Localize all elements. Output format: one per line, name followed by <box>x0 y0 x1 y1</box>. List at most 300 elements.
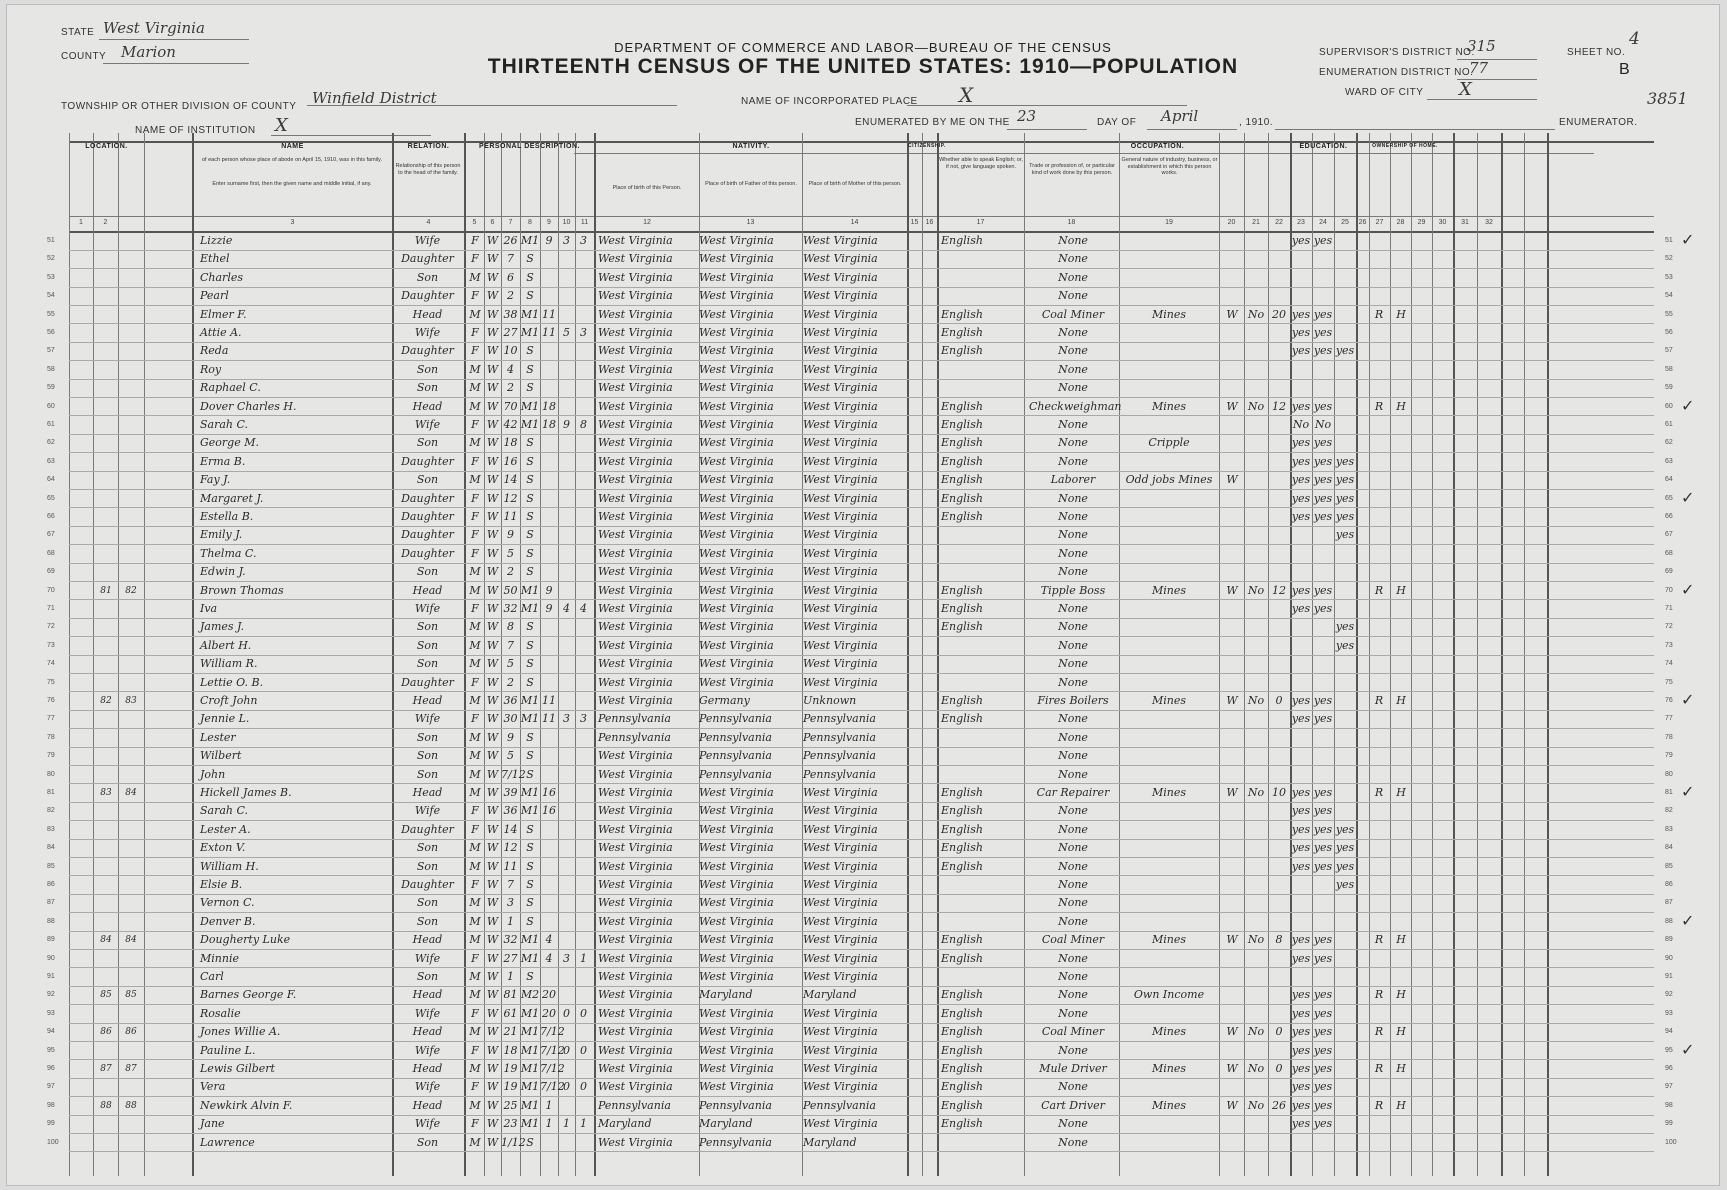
trade-cell: None <box>1058 859 1088 873</box>
age-cell: 2 <box>507 381 514 395</box>
out-of-work-cell: No <box>1247 583 1265 597</box>
sex-cell: F <box>471 804 479 818</box>
birthplace-mother-cell: Unknown <box>803 694 857 707</box>
state-value: West Virginia <box>103 19 205 37</box>
years-married-cell: 11 <box>542 712 556 726</box>
age-cell: 2 <box>507 289 514 303</box>
census-sheet <box>6 4 1720 1186</box>
person-name-cell: Thelma C. <box>200 546 257 560</box>
language-cell: English <box>941 491 983 505</box>
children-born-cell <box>558 434 575 452</box>
years-married-cell: 7/12 <box>540 1025 565 1039</box>
family-number-cell <box>119 729 143 747</box>
relation-cell: Wife <box>414 1006 441 1020</box>
employer-status-cell: W <box>1226 583 1238 597</box>
farm-or-house-cell <box>1391 526 1411 544</box>
can-read-cell <box>1291 526 1311 544</box>
race-cell: W <box>486 675 499 689</box>
attended-school-cell <box>1335 600 1355 618</box>
employer-status-cell <box>1221 986 1243 1004</box>
marital-status-cell: M1 <box>520 583 540 597</box>
owned-or-rented-cell <box>1369 802 1389 820</box>
marital-status-cell: M1 <box>520 951 540 965</box>
birthplace-father-cell: West Virginia <box>699 583 774 597</box>
children-living-cell <box>575 1060 592 1078</box>
employer-status-cell <box>1221 710 1243 728</box>
age-cell: 70 <box>503 399 518 413</box>
dwelling-number-cell <box>94 361 118 379</box>
owned-or-rented-cell <box>1369 766 1389 784</box>
children-born-cell: 5 <box>563 326 570 339</box>
years-married-cell: 7/12 <box>540 1080 565 1094</box>
can-read-cell <box>1291 894 1311 912</box>
line-number: 82 <box>47 807 55 815</box>
farm-or-house-cell <box>1391 1005 1411 1023</box>
employer-status-cell <box>1221 839 1243 857</box>
owned-or-rented-cell <box>1369 747 1389 765</box>
attended-school-cell: yes <box>1335 454 1355 468</box>
trade-cell: Car Repairer <box>1036 786 1110 799</box>
years-married-cell <box>540 618 558 636</box>
birthplace-person-cell: West Virginia <box>598 326 673 339</box>
sex-cell: M <box>469 638 481 652</box>
farm-or-house-cell <box>1391 250 1411 268</box>
trade-cell: None <box>1058 1135 1088 1149</box>
can-read-cell <box>1291 729 1311 747</box>
attended-school-cell <box>1335 766 1355 784</box>
person-name-cell: Estella B. <box>200 510 254 523</box>
can-write-cell: yes <box>1313 1025 1333 1039</box>
children-born-cell <box>558 858 575 876</box>
birthplace-person-cell: Pennsylvania <box>598 712 671 726</box>
trade-cell: None <box>1058 234 1088 247</box>
line-number-right: 60 <box>1665 402 1673 410</box>
age-cell: 16 <box>503 454 518 468</box>
birthplace-father-cell: Pennsylvania <box>699 1135 772 1149</box>
years-married-cell <box>540 766 558 784</box>
language-cell <box>941 674 1015 692</box>
children-born-cell <box>558 637 575 655</box>
line-number: 61 <box>47 421 55 428</box>
owned-or-rented-cell <box>1369 324 1389 342</box>
census-row <box>47 618 1673 636</box>
census-row <box>47 1134 1677 1152</box>
can-write-cell: yes <box>1313 822 1333 836</box>
birthplace-mother-cell: West Virginia <box>803 326 878 339</box>
language-cell <box>941 379 1015 397</box>
person-name-cell: Exton V. <box>200 841 246 855</box>
marital-status-cell: S <box>526 528 534 542</box>
margin-check-icon: ✓ <box>1681 912 1695 930</box>
relation-cell: Son <box>416 620 439 634</box>
birthplace-person-cell: West Virginia <box>598 473 673 487</box>
birthplace-person-cell: West Virginia <box>598 970 673 983</box>
margin-check-icon: ✓ <box>1681 232 1695 249</box>
line-number: 66 <box>47 513 55 520</box>
owned-or-rented-cell <box>1369 729 1389 747</box>
line-number-right: 65 <box>1665 494 1673 502</box>
can-write-cell <box>1313 766 1333 784</box>
farm-or-house-cell <box>1391 490 1411 508</box>
relation-cell: Son <box>416 473 439 487</box>
can-read-cell: yes <box>1291 712 1311 726</box>
relation-cell: Daughter <box>401 289 454 303</box>
owned-or-rented-cell <box>1369 600 1389 618</box>
attended-school-cell <box>1335 1042 1355 1060</box>
employer-status-cell: W <box>1226 399 1238 413</box>
children-living-cell <box>575 1023 592 1041</box>
employer-status-cell <box>1221 674 1243 692</box>
line-number: 92 <box>47 991 55 999</box>
birthplace-father-cell: Germany <box>699 694 750 707</box>
out-of-work-cell <box>1245 802 1267 820</box>
birthplace-person-cell: West Virginia <box>598 270 673 284</box>
marital-status-cell: S <box>526 822 534 836</box>
owned-or-rented-cell <box>1369 526 1389 544</box>
children-born-cell <box>558 802 575 820</box>
farm-or-house-cell <box>1391 508 1411 526</box>
farm-or-house-cell <box>1391 342 1411 360</box>
line-number: 52 <box>47 255 55 263</box>
years-married-cell: 7/12 <box>540 1062 565 1075</box>
race-cell: W <box>486 344 499 358</box>
birthplace-person-cell: West Virginia <box>598 1062 673 1075</box>
years-married-cell: 16 <box>542 786 556 799</box>
trade-cell: None <box>1058 381 1088 395</box>
weeks-out-of-work-cell <box>1269 600 1289 618</box>
can-write-cell <box>1313 674 1333 692</box>
industry-cell <box>1119 637 1219 655</box>
census-title: THIRTEENTH CENSUS OF THE UNITED STATES: 1910—POPULATION <box>487 55 1239 78</box>
birth-father-heading: Place of birth of Father of this person. <box>705 181 797 187</box>
person-name-cell: Newkirk Alvin F. <box>200 1098 293 1112</box>
line-number-right: 73 <box>1665 641 1673 649</box>
birthplace-mother-cell: West Virginia <box>803 528 878 542</box>
age-cell: 1 <box>507 914 514 928</box>
age-cell: 21 <box>503 1025 518 1039</box>
weeks-out-of-work-cell <box>1269 324 1289 342</box>
weeks-out-of-work-cell <box>1269 1134 1289 1152</box>
census-row <box>47 398 1673 416</box>
age-cell: 26 <box>503 234 518 247</box>
birthplace-mother-cell: West Virginia <box>803 951 878 965</box>
sex-cell: F <box>471 418 479 431</box>
birthplace-father-cell: West Virginia <box>699 1006 774 1020</box>
children-living-cell <box>575 490 592 508</box>
sheet-letter: B <box>1619 61 1630 78</box>
can-read-cell: yes <box>1291 1062 1311 1075</box>
birthplace-father-cell: Maryland <box>699 1117 753 1131</box>
race-cell: W <box>486 270 499 284</box>
can-read-cell: yes <box>1291 602 1311 615</box>
census-row <box>47 821 1673 839</box>
relation-cell: Daughter <box>401 528 454 542</box>
family-number-cell <box>119 747 143 765</box>
family-number-cell <box>119 1134 143 1152</box>
can-read-cell: yes <box>1291 1025 1311 1039</box>
person-name-cell: Wilbert <box>200 749 242 763</box>
children-born-cell <box>558 453 575 471</box>
dwelling-number-cell: 87 <box>100 1064 112 1074</box>
census-row <box>47 471 1673 489</box>
relation-cell: Head <box>412 583 443 597</box>
sex-cell: M <box>469 436 481 450</box>
trade-cell: None <box>1058 270 1088 284</box>
birthplace-mother-cell: West Virginia <box>803 510 878 523</box>
out-of-work-cell: No <box>1247 1062 1265 1075</box>
group-name: NAME <box>281 143 304 150</box>
owned-or-rented-cell <box>1369 839 1389 857</box>
birthplace-person-cell: West Virginia <box>598 510 673 523</box>
margin-check-icon: ✓ <box>1681 581 1695 599</box>
person-name-cell: Lawrence <box>200 1135 255 1149</box>
line-number-right: 70 <box>1665 586 1673 594</box>
farm-or-house-cell <box>1391 471 1411 489</box>
language-cell: English <box>941 859 983 873</box>
children-born-cell <box>558 471 575 489</box>
out-of-work-cell <box>1245 710 1267 728</box>
dwelling-number-cell: 83 <box>100 788 112 798</box>
employer-status-cell: W <box>1226 307 1238 321</box>
language-cell: English <box>941 988 983 1002</box>
dwelling-number-cell <box>94 710 118 728</box>
weeks-out-of-work-cell: 20 <box>1272 307 1286 321</box>
marital-status-cell: S <box>526 491 534 505</box>
trade-cell: None <box>1058 1080 1088 1094</box>
birthplace-mother-cell: West Virginia <box>803 270 878 284</box>
birthplace-person-cell: West Virginia <box>598 859 673 873</box>
family-number-cell <box>119 324 143 342</box>
weeks-out-of-work-cell <box>1269 821 1289 839</box>
sex-cell: F <box>471 1043 479 1057</box>
weeks-out-of-work-cell <box>1269 894 1289 912</box>
trade-cell: Tipple Boss <box>1040 583 1106 597</box>
birthplace-father-cell: Pennsylvania <box>699 712 772 726</box>
relation-cell: Daughter <box>401 878 454 891</box>
owned-or-rented-cell <box>1369 858 1389 876</box>
industry-cell: Mines <box>1151 694 1187 707</box>
trade-cell: None <box>1058 436 1088 450</box>
marital-status-cell: S <box>526 749 534 763</box>
race-cell: W <box>486 914 499 928</box>
farm-or-house-cell <box>1391 600 1411 618</box>
marital-status-cell: S <box>526 252 534 266</box>
farm-or-house-cell <box>1391 379 1411 397</box>
person-name-cell: Vernon C. <box>200 896 255 910</box>
trade-cell: None <box>1058 878 1088 891</box>
marital-status-cell: M1 <box>520 399 540 413</box>
trade-cell: None <box>1058 951 1088 965</box>
relation-cell: Son <box>416 270 439 284</box>
age-cell: 2 <box>507 675 514 689</box>
farm-or-house-cell <box>1391 563 1411 581</box>
language-cell: English <box>941 841 983 855</box>
incorporated-place-label: NAME OF INCORPORATED PLACE <box>741 96 918 107</box>
line-number: 74 <box>47 660 55 668</box>
relation-cell: Daughter <box>401 252 454 266</box>
relation-cell: Son <box>416 565 439 579</box>
birthplace-father-cell: West Virginia <box>699 602 774 615</box>
language-cell <box>941 876 1015 894</box>
sex-cell: F <box>471 951 479 965</box>
industry-cell <box>1119 416 1219 434</box>
line-number-right: 97 <box>1665 1083 1673 1091</box>
dwelling-number-cell <box>94 379 118 397</box>
place-underline <box>907 105 1187 106</box>
children-born-cell <box>558 398 575 416</box>
weeks-out-of-work-cell <box>1269 508 1289 526</box>
age-cell: 19 <box>503 1080 518 1094</box>
line-number-right: 62 <box>1665 439 1673 447</box>
dwelling-number-cell: 88 <box>100 1100 112 1111</box>
children-living-cell <box>575 563 592 581</box>
age-cell: 7 <box>507 638 514 652</box>
employer-status-cell <box>1221 342 1243 360</box>
years-married-cell <box>540 434 558 452</box>
can-read-cell: yes <box>1291 822 1311 836</box>
family-number-cell <box>119 508 143 526</box>
owned-or-rented-cell: R <box>1374 399 1384 413</box>
industry-cell: Cripple <box>1148 436 1190 450</box>
census-row <box>47 1097 1673 1115</box>
weeks-out-of-work-cell <box>1269 232 1289 250</box>
trade-cell: None <box>1058 491 1088 505</box>
sex-cell: M <box>469 841 481 855</box>
family-number-cell <box>119 453 143 471</box>
line-number-right: 93 <box>1665 1009 1673 1017</box>
can-write-cell: yes <box>1313 804 1333 818</box>
children-living-cell <box>575 342 592 360</box>
owned-or-rented-cell <box>1369 379 1389 397</box>
family-number-cell <box>119 379 143 397</box>
family-number-cell <box>119 1005 143 1023</box>
weeks-out-of-work-cell <box>1269 618 1289 636</box>
can-read-cell: yes <box>1291 510 1311 523</box>
owned-or-rented-cell <box>1369 674 1389 692</box>
farm-or-house-cell <box>1391 232 1411 250</box>
age-cell: 5 <box>507 657 514 671</box>
birthplace-father-cell: West Virginia <box>699 565 774 579</box>
out-of-work-cell <box>1245 471 1267 489</box>
incorporated-place-value: X <box>959 83 974 107</box>
age-cell: 19 <box>503 1062 518 1075</box>
language-cell: English <box>941 1080 983 1094</box>
relation-cell: Son <box>416 1135 439 1149</box>
family-number-cell <box>119 306 143 324</box>
children-born-cell <box>558 1097 575 1115</box>
dwelling-number-cell: 82 <box>100 696 112 706</box>
birthplace-father-cell: West Virginia <box>699 307 774 321</box>
owned-or-rented-cell <box>1369 269 1389 287</box>
race-cell: W <box>486 418 499 431</box>
sex-cell: M <box>469 896 481 910</box>
birthplace-person-cell: West Virginia <box>598 399 673 413</box>
out-of-work-cell: No <box>1247 1098 1265 1112</box>
relation-cell: Daughter <box>401 344 454 358</box>
birthplace-mother-cell: West Virginia <box>803 454 878 468</box>
dwelling-number-cell <box>94 600 118 618</box>
years-married-cell: 4 <box>545 951 553 965</box>
farm-or-house-cell <box>1391 545 1411 563</box>
supervisor-value: 315 <box>1467 37 1496 55</box>
group-citizenship: CITIZENSHIP. <box>908 143 946 149</box>
birthplace-person-cell: West Virginia <box>598 307 673 321</box>
children-living-cell <box>575 526 592 544</box>
farm-or-house-cell: H <box>1396 786 1406 799</box>
enumeration-district-label: ENUMERATION DISTRICT NO. <box>1319 67 1474 78</box>
birthplace-person-cell: West Virginia <box>598 565 673 579</box>
farm-or-house-cell <box>1391 361 1411 379</box>
employer-status-cell <box>1221 545 1243 563</box>
attended-school-cell <box>1335 894 1355 912</box>
census-row <box>47 453 1673 471</box>
can-read-cell: yes <box>1291 1098 1311 1112</box>
margin-check-icon: ✓ <box>1681 784 1695 801</box>
children-born-cell <box>558 839 575 857</box>
line-number-right: 95 <box>1665 1046 1673 1054</box>
dwelling-number-cell <box>94 637 118 655</box>
trade-cell: Coal Miner <box>1041 933 1105 947</box>
birthplace-father-cell: Pennsylvania <box>699 749 772 763</box>
farm-or-house-cell: H <box>1396 307 1406 321</box>
attended-school-cell <box>1335 306 1355 324</box>
children-living-cell <box>575 747 592 765</box>
census-row <box>47 563 1673 581</box>
can-read-cell <box>1291 655 1311 673</box>
children-born-cell <box>558 655 575 673</box>
sex-cell: M <box>469 1062 481 1075</box>
line-number: 76 <box>47 697 55 704</box>
industry-cell <box>1119 802 1219 820</box>
can-write-cell: yes <box>1313 712 1333 726</box>
employer-status-cell: W <box>1226 473 1238 487</box>
years-married-cell: 18 <box>542 399 556 413</box>
birth-person-heading: Place of birth of this Person. <box>612 185 682 191</box>
industry-cell <box>1119 913 1219 931</box>
person-name-cell: Albert H. <box>200 638 252 652</box>
weeks-out-of-work-cell <box>1269 287 1289 305</box>
farm-or-house-cell <box>1391 913 1411 931</box>
dwelling-number-cell <box>94 674 118 692</box>
dwelling-number-cell <box>94 324 118 342</box>
census-row <box>47 361 1673 379</box>
birthplace-mother-cell: West Virginia <box>803 362 878 376</box>
dwelling-number-cell <box>94 508 118 526</box>
employer-status-cell <box>1221 802 1243 820</box>
children-born-cell <box>558 894 575 912</box>
employer-status-cell <box>1221 1005 1243 1023</box>
owned-or-rented-cell <box>1369 250 1389 268</box>
years-married-cell <box>540 913 558 931</box>
dwelling-number-cell <box>94 342 118 360</box>
person-name-cell: Jane <box>200 1117 225 1131</box>
birthplace-mother-cell: Pennsylvania <box>803 730 876 744</box>
children-living-cell: 1 <box>580 951 587 965</box>
out-of-work-cell <box>1245 968 1267 986</box>
township-underline <box>307 105 677 106</box>
years-married-cell <box>540 876 558 894</box>
marital-status-cell: S <box>526 1135 534 1149</box>
birthplace-father-cell: West Virginia <box>699 657 774 671</box>
language-cell <box>941 913 1015 931</box>
birthplace-mother-cell: West Virginia <box>803 804 878 818</box>
can-read-cell: yes <box>1291 454 1311 468</box>
sex-cell: M <box>469 657 481 671</box>
enumerated-month: April <box>1161 107 1199 125</box>
line-number-right: 78 <box>1665 733 1673 741</box>
person-name-cell: James J. <box>200 620 245 634</box>
can-write-cell: yes <box>1313 510 1333 523</box>
